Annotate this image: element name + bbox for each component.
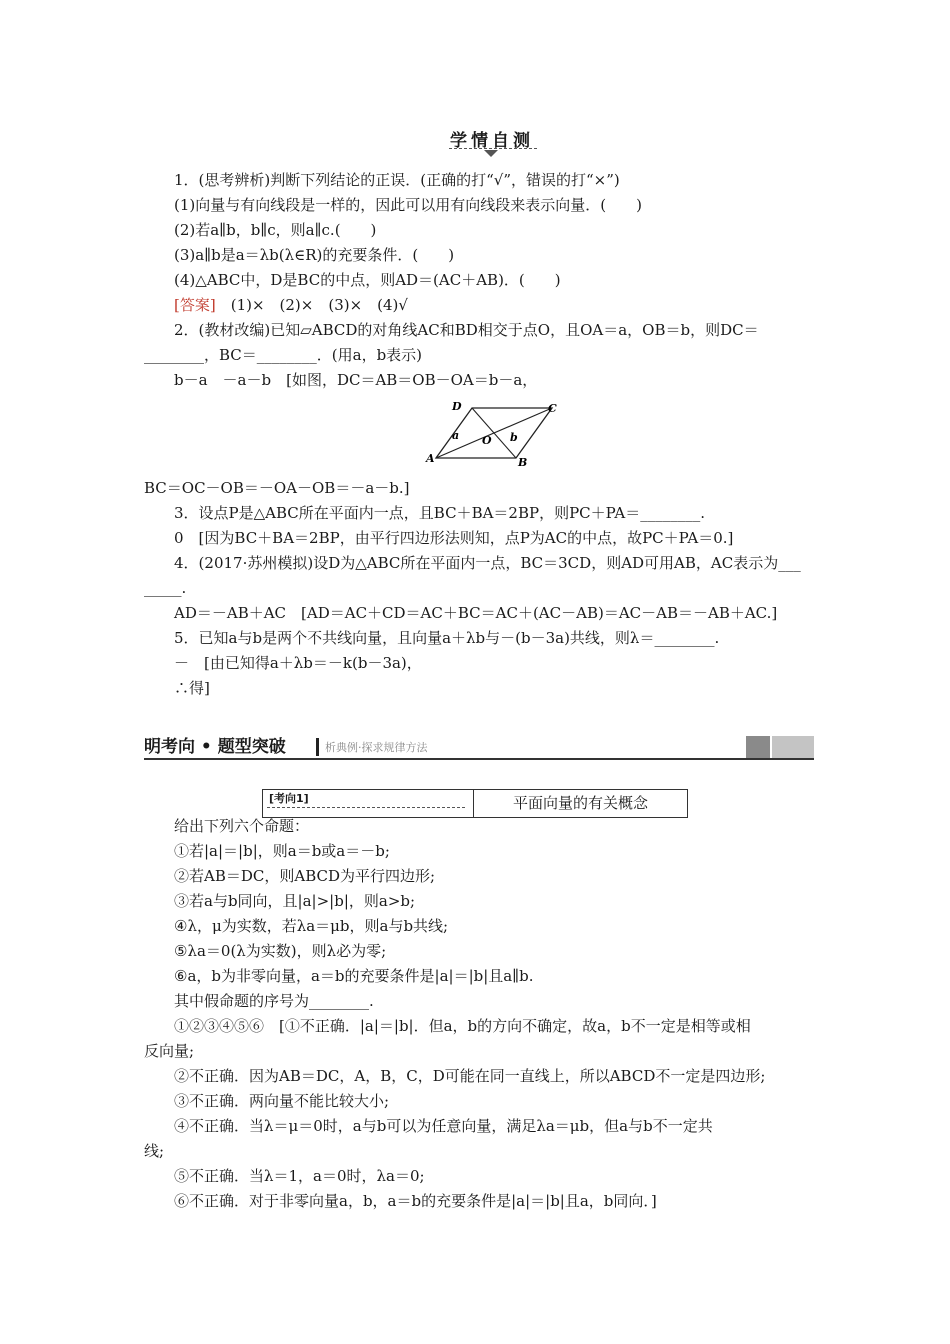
proposition-5: ⑤λa＝0(λ为实数)，则λ必为零;: [174, 942, 387, 960]
proposition-4: ④λ，μ为实数，若λa＝μb，则a与b共线;: [174, 917, 449, 935]
q3-answer: 0 [因为BC＋BA＝2BP，由平行四边形法则知，点P为AC的中点，故PC＋PA＝0.]: [174, 529, 734, 547]
proposition-6: ⑥a，b为非零向量，a＝b的充要条件是|a|＝|b|且a∥b.: [174, 967, 534, 985]
q4-stem-line1: 4．(2017·苏州模拟)设D为△ABC所在平面内一点，BC＝3CD，则AD可用AB，AC表示为___: [174, 554, 801, 572]
q1-answer-text: (1)× (2)× (3)× (4)√: [215, 296, 408, 314]
q4-answer: AD＝－AB＋AC [AD＝AC＋CD＝AC＋BC＝AC＋(AC－AB)＝AC－AB＝－AB＋AC.]: [174, 604, 778, 622]
q1-item-1: (1)向量与有向线段是一样的，因此可以用有向线段来表示向量．( ): [174, 196, 642, 214]
q5-stem: 5．已知a与b是两个不共线向量，且向量a＋λb与－(b－3a)共线，则λ＝________.: [174, 629, 720, 647]
solution-line-1: ①②③④⑤⑥ [①不正确．|a|＝|b|．但a，b的方向不确定，故a，b不一定是相等或相: [174, 1017, 751, 1035]
solution-line-2: 反向量;: [144, 1042, 195, 1060]
section-underline: [144, 758, 814, 760]
solution-line-7: ⑤不正确．当λ＝1，a＝0时，λa＝0;: [174, 1167, 425, 1185]
section-separator: [316, 738, 319, 756]
q2-stem-line1: 2．(教材改编)已知▱ABCD的对角线AC和BD相交于点O，且OA＝a，OB＝b，则DC＝: [174, 321, 759, 339]
q2-stem-line2: ________，BC＝________．(用a，b表示): [144, 346, 423, 364]
parallelogram-diagram: [424, 396, 564, 468]
q1-stem: 1．(思考辨析)判断下列结论的正误．(正确的打“√”，错误的打“×”): [174, 171, 620, 189]
solution-line-6: 线;: [144, 1142, 165, 1160]
section-title: 明考向 • 题型突破: [144, 737, 286, 757]
example-question: 其中假命题的序号为________.: [174, 992, 374, 1010]
topic-tag-cell: [263, 790, 474, 817]
solution-line-8: ⑥不正确．对于非零向量a，b，a＝b的充要条件是|a|＝|b|且a，b同向．]: [174, 1192, 657, 1210]
label-c: C: [548, 402, 557, 415]
solution-line-5: ④不正确．当λ＝μ＝0时，a与b可以为任意向量，满足λa＝μb，但a与b不一定共: [174, 1117, 713, 1135]
q5-answer-line1: － [由已知得a＋λb＝－k(b－3a)，: [174, 654, 422, 672]
label-vector-b: b: [510, 431, 518, 444]
answer-tag: [答案]: [174, 296, 216, 314]
section-bar: [144, 736, 814, 760]
label-a: A: [426, 452, 435, 465]
q1-item-3: (3)a∥b是a＝λb(λ∈R)的充要条件．( ): [174, 246, 455, 264]
q1-item-4: (4)△ABC中，D是BC的中点，则AD＝(AC＋AB)．( ): [174, 271, 561, 289]
solution-line-4: ③不正确．两向量不能比较大小;: [174, 1092, 390, 1110]
heading-arrow-icon: [484, 150, 498, 157]
proposition-3: ③若a与b同向，且|a|>|b|，则a>b;: [174, 892, 416, 910]
q2-answer-line1: b－a －a－b [如图，DC＝AB＝OB－OA＝b－a，: [174, 371, 538, 389]
section-subtitle: 析典例·探求规律方法: [325, 741, 428, 754]
proposition-2: ②若AB＝DC，则ABCD为平行四边形;: [174, 867, 436, 885]
topic-tag: [考向1]: [269, 792, 309, 805]
example-intro: 给出下列六个命题：: [174, 817, 310, 835]
q3-stem: 3．设点P是△ABC所在平面内一点，且BC＋BA＝2BP，则PC＋PA＝________.: [174, 504, 705, 522]
q1-answer: [174, 295, 408, 315]
topic-box: [262, 789, 688, 818]
label-vector-a: a: [452, 429, 460, 442]
q2-answer-line2: BC＝OC－OB＝－OA－OB＝－a－b.]: [144, 479, 410, 497]
topic-title: 平面向量的有关概念: [512, 794, 648, 812]
topic-dash: [267, 807, 465, 808]
heading-text: 学情自测: [450, 131, 534, 151]
section-decoration-dark: [746, 736, 770, 758]
q5-answer-line2: ∴得]: [174, 679, 210, 697]
label-d: D: [452, 400, 462, 413]
heading-rule: [449, 148, 537, 149]
proposition-1: ①若|a|＝|b|，则a＝b或a＝－b;: [174, 842, 390, 860]
label-b: B: [518, 456, 528, 468]
q1-item-2: (2)若a∥b，b∥c，则a∥c.( ): [174, 221, 377, 239]
label-o: O: [482, 434, 492, 447]
solution-line-3: ②不正确．因为AB＝DC，A，B，C，D可能在同一直线上，所以ABCD不一定是四边形;: [174, 1067, 766, 1085]
section-decoration-light: [772, 736, 814, 758]
q4-stem-line2: _____.: [144, 579, 187, 597]
